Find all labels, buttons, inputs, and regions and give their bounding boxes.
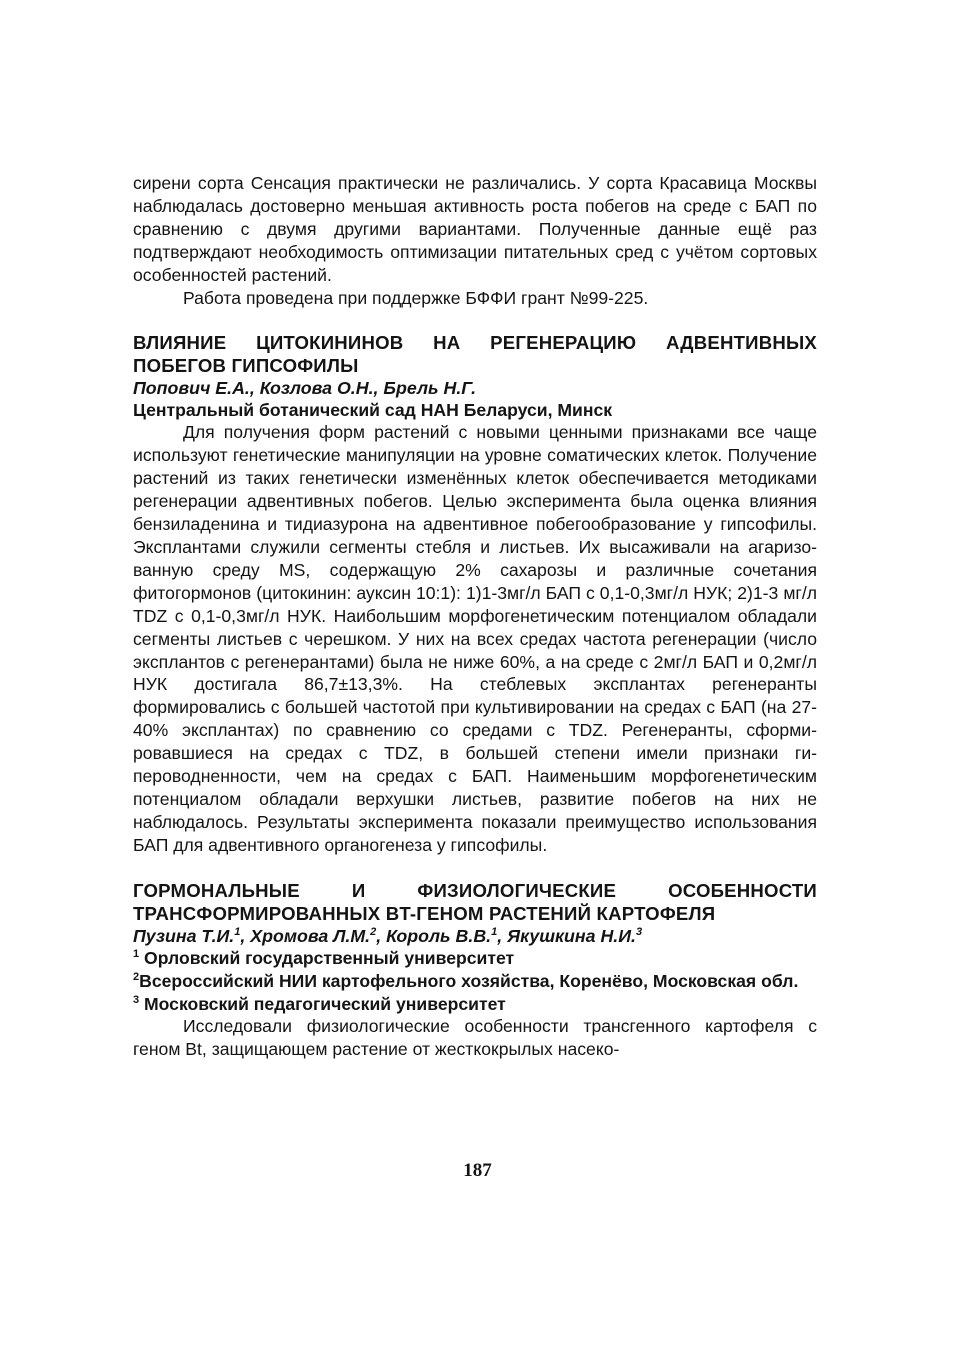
author: Пузина Т.И.$^1$, (133, 925, 251, 946)
article2-affiliation-3: $^3$ Московский педагогический университет (133, 993, 506, 1014)
author: Якушкина Н.И.$^3$ (507, 925, 643, 946)
article2-title: ГОРМОНАЛЬНЫЕ И ФИЗИОЛОГИЧЕСКИЕ ОСОБЕННОСТИ ТРАНСФОРМИРОВАННЫХ BT-ГЕНОМ РАСТЕНИЙ КАРТОФЕЛЯ (133, 879, 817, 924)
author: Король В.В.$^1$, (386, 925, 508, 946)
article2-affiliation-2: $^2$Всероссийский НИИ картофельного хозяйства, Коренёво, Московская обл. (133, 970, 799, 991)
page-content (133, 172, 817, 1060)
author: Хромова Л.М.$^2$, (250, 925, 387, 946)
article1-body: Для получения форм растений с новыми ценными признаками все чаще используют генетические манипуляции на уровне соматических клеток. Получение растений из таких генетически изменённых клеток обеспечивается методиками регенерации адвентивных побегов. Целью эксперимента была оценка влияния бензиладенина и тидиазурона на адвентивное побегообразование у гипсофилы. Эксплантами служили сегменты стебля и листьев. Их высаживали на агаризованную среду MS, содержащую 2% сахарозы и различные сочетания фитогормонов (цитокинин: ауксин 10:1): 1)1-3мг/л БАП с 0,1-0,3мг/л НУК; 2)1-3 мг/л TDZ с 0,1-0,3мг/л НУК. Наибольшим морфогенетическим потенциалом обладали сегменты листьев с черешком. У них на всех средах частота регенерации (число эксплантов с регенерантами) была не ниже 60%, а на среде с 2мг/л БАП и 0,2мг/л НУК достигала 86,7±13,3%. На стеблевых эксплантах регенеранты формировались с большей частотой при культивировании на средах с БАП (на 27-40% эксплантах) по сравнению со средами с TDZ. Регенеранты, сформировавшиеся на средах с TDZ, в большей степени имели признаки гипероводненности, чем на средах с БАП. Наименьшим морфогенетическим потенциалом обладали верхушки листьев, развитие побегов на них не наблюдалось. Результаты эксперимента показали преимущество использования БАП для адвентивного органогенеза у гипсофилы. (133, 422, 817, 855)
article1-authors: Попович Е.А., Козлова О.Н., Брель Н.Г. (133, 378, 477, 399)
intro-paragraph: сирени сорта Сенсация практически не различались. У сорта Красавица Москвы наблюдалась достоверно меньшая активность роста побегов на среде с БАП по сравнению с двумя другими вариантами. Полученные данные ещё раз подтверждают необходимость оптимизации питательных сред с учётом сортовых особенностей растений. (133, 173, 817, 285)
page-number: 187 (463, 1160, 492, 1181)
article1-affiliation: Центральный ботанический сад НАН Беларуси, Минск (133, 400, 613, 421)
article1-title: ВЛИЯНИЕ ЦИТОКИНИНОВ НА РЕГЕНЕРАЦИЮ АДВЕНТИВНЫХ ПОБЕГОВ ГИПСОФИЛЫ (133, 332, 817, 377)
article2-authors (133, 925, 817, 947)
article2-affiliation-1: $^1$ Орловский государственный университет (133, 947, 515, 968)
article2-body: Исследовали физиологические особенности трансгенного картофеля с геном Bt, защищающем растение от жесткокрылых насеко- (133, 1015, 817, 1059)
acknowledgment: Работа проведена при поддержке БФФИ грант №99-225. (183, 287, 649, 308)
